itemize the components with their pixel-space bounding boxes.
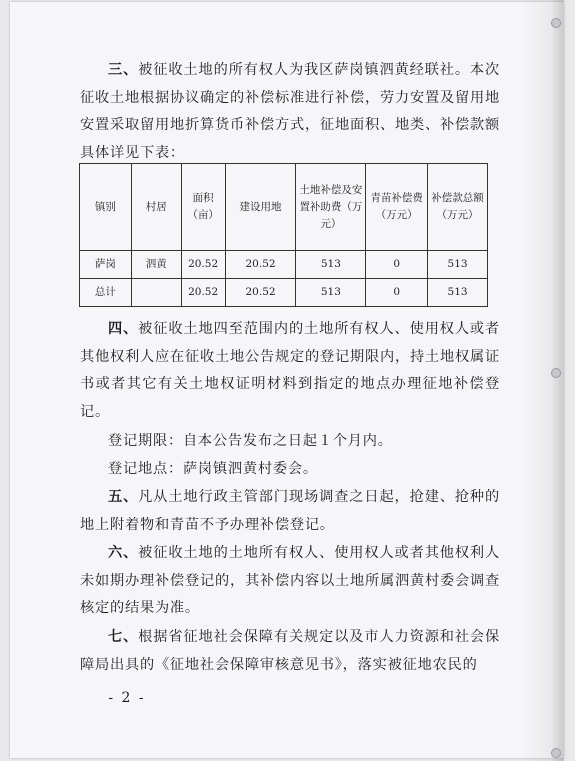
paragraph-6-number: 六、 [108,545,139,561]
paragraph-6 [80,540,500,623]
table-header-cell: 补偿款总额（万元） [428,164,488,251]
paragraph-7-number: 七、 [108,629,139,645]
table-cell [131,279,181,307]
punch-hole [551,18,561,28]
table-cell: 萨岗 [80,251,132,279]
paragraph-3-text: 被征收土地的所有权人为我区萨岗镇泗黄经联社。本次征收土地根据协议确定的补偿标准进行补偿，劳力安置及留用地安置采取留用地折算货币补偿方式，征地面积、地类、补偿款额具体详见下表： [80,62,501,161]
table-header-cell: 青苗补偿费（万元） [366,164,428,251]
table-header-cell: 土地补偿及安置补助费（万元） [296,164,366,251]
paragraph-5-text: 凡从土地行政主管部门现场调查之日起，抢建、抢种的地上附着物和青苗不予办理补偿登记。 [80,489,501,533]
table-cell: 0 [366,251,428,279]
binding-shadow [520,0,564,761]
paragraph-4-number: 四、 [108,321,139,337]
paragraph-3-number: 三、 [108,62,139,78]
table-cell: 513 [296,279,366,307]
paragraph-7-text: 根据省征地社会保障有关规定以及市人力资源和社会保障局出具的《征地社会保障审核意见书》，落实被征地农民的 [80,629,501,673]
table-cell: 20.52 [225,251,296,279]
paragraph-4-text: 被征收土地四至范围内的土地所有权人、使用权人或者其他权利人应在征收土地公告规定的登记期限内，持土地权属证书或者其它有关土地权证明材料到指定的地点办理征地补偿登记。 [80,321,501,420]
paragraph-4 [80,316,500,426]
table-cell: 0 [366,279,428,307]
punch-hole [551,368,561,378]
compensation-table [79,163,488,307]
paragraph-5-number: 五、 [108,489,139,505]
table-header-cell: 镇别 [80,164,132,251]
registration-place: 登记地点：萨岗镇泗黄村委会。 [108,461,318,477]
table-header-cell: 面积（亩） [181,164,225,251]
paragraph-5 [80,484,500,539]
table-cell: 20.52 [225,279,296,307]
table-cell: 总计 [80,279,132,307]
table-header-cell: 建设用地 [225,164,296,251]
paragraph-3 [80,57,500,167]
registration-period: 登记期限：自本公告发布之日起１个月内。 [108,433,393,449]
table-cell: 513 [428,251,488,279]
table-cell: 20.52 [181,251,225,279]
paragraph-7 [80,624,500,679]
table-header-cell: 村居 [131,164,181,251]
table-header-row [80,164,488,251]
table-cell: 513 [428,279,488,307]
table-row-total [80,279,488,307]
page-number: - 2 - [108,690,146,706]
paragraph-6-text: 被征收土地的土地所有权人、使用权人或者其他权利人未如期办理补偿登记的，其补偿内容以土地所属泗黄村委会调查核定的结果为准。 [80,545,501,616]
punch-hole [551,748,561,758]
table-cell: 泗黄 [131,251,181,279]
table-row [80,251,488,279]
table-cell: 20.52 [181,279,225,307]
table-cell: 513 [296,251,366,279]
